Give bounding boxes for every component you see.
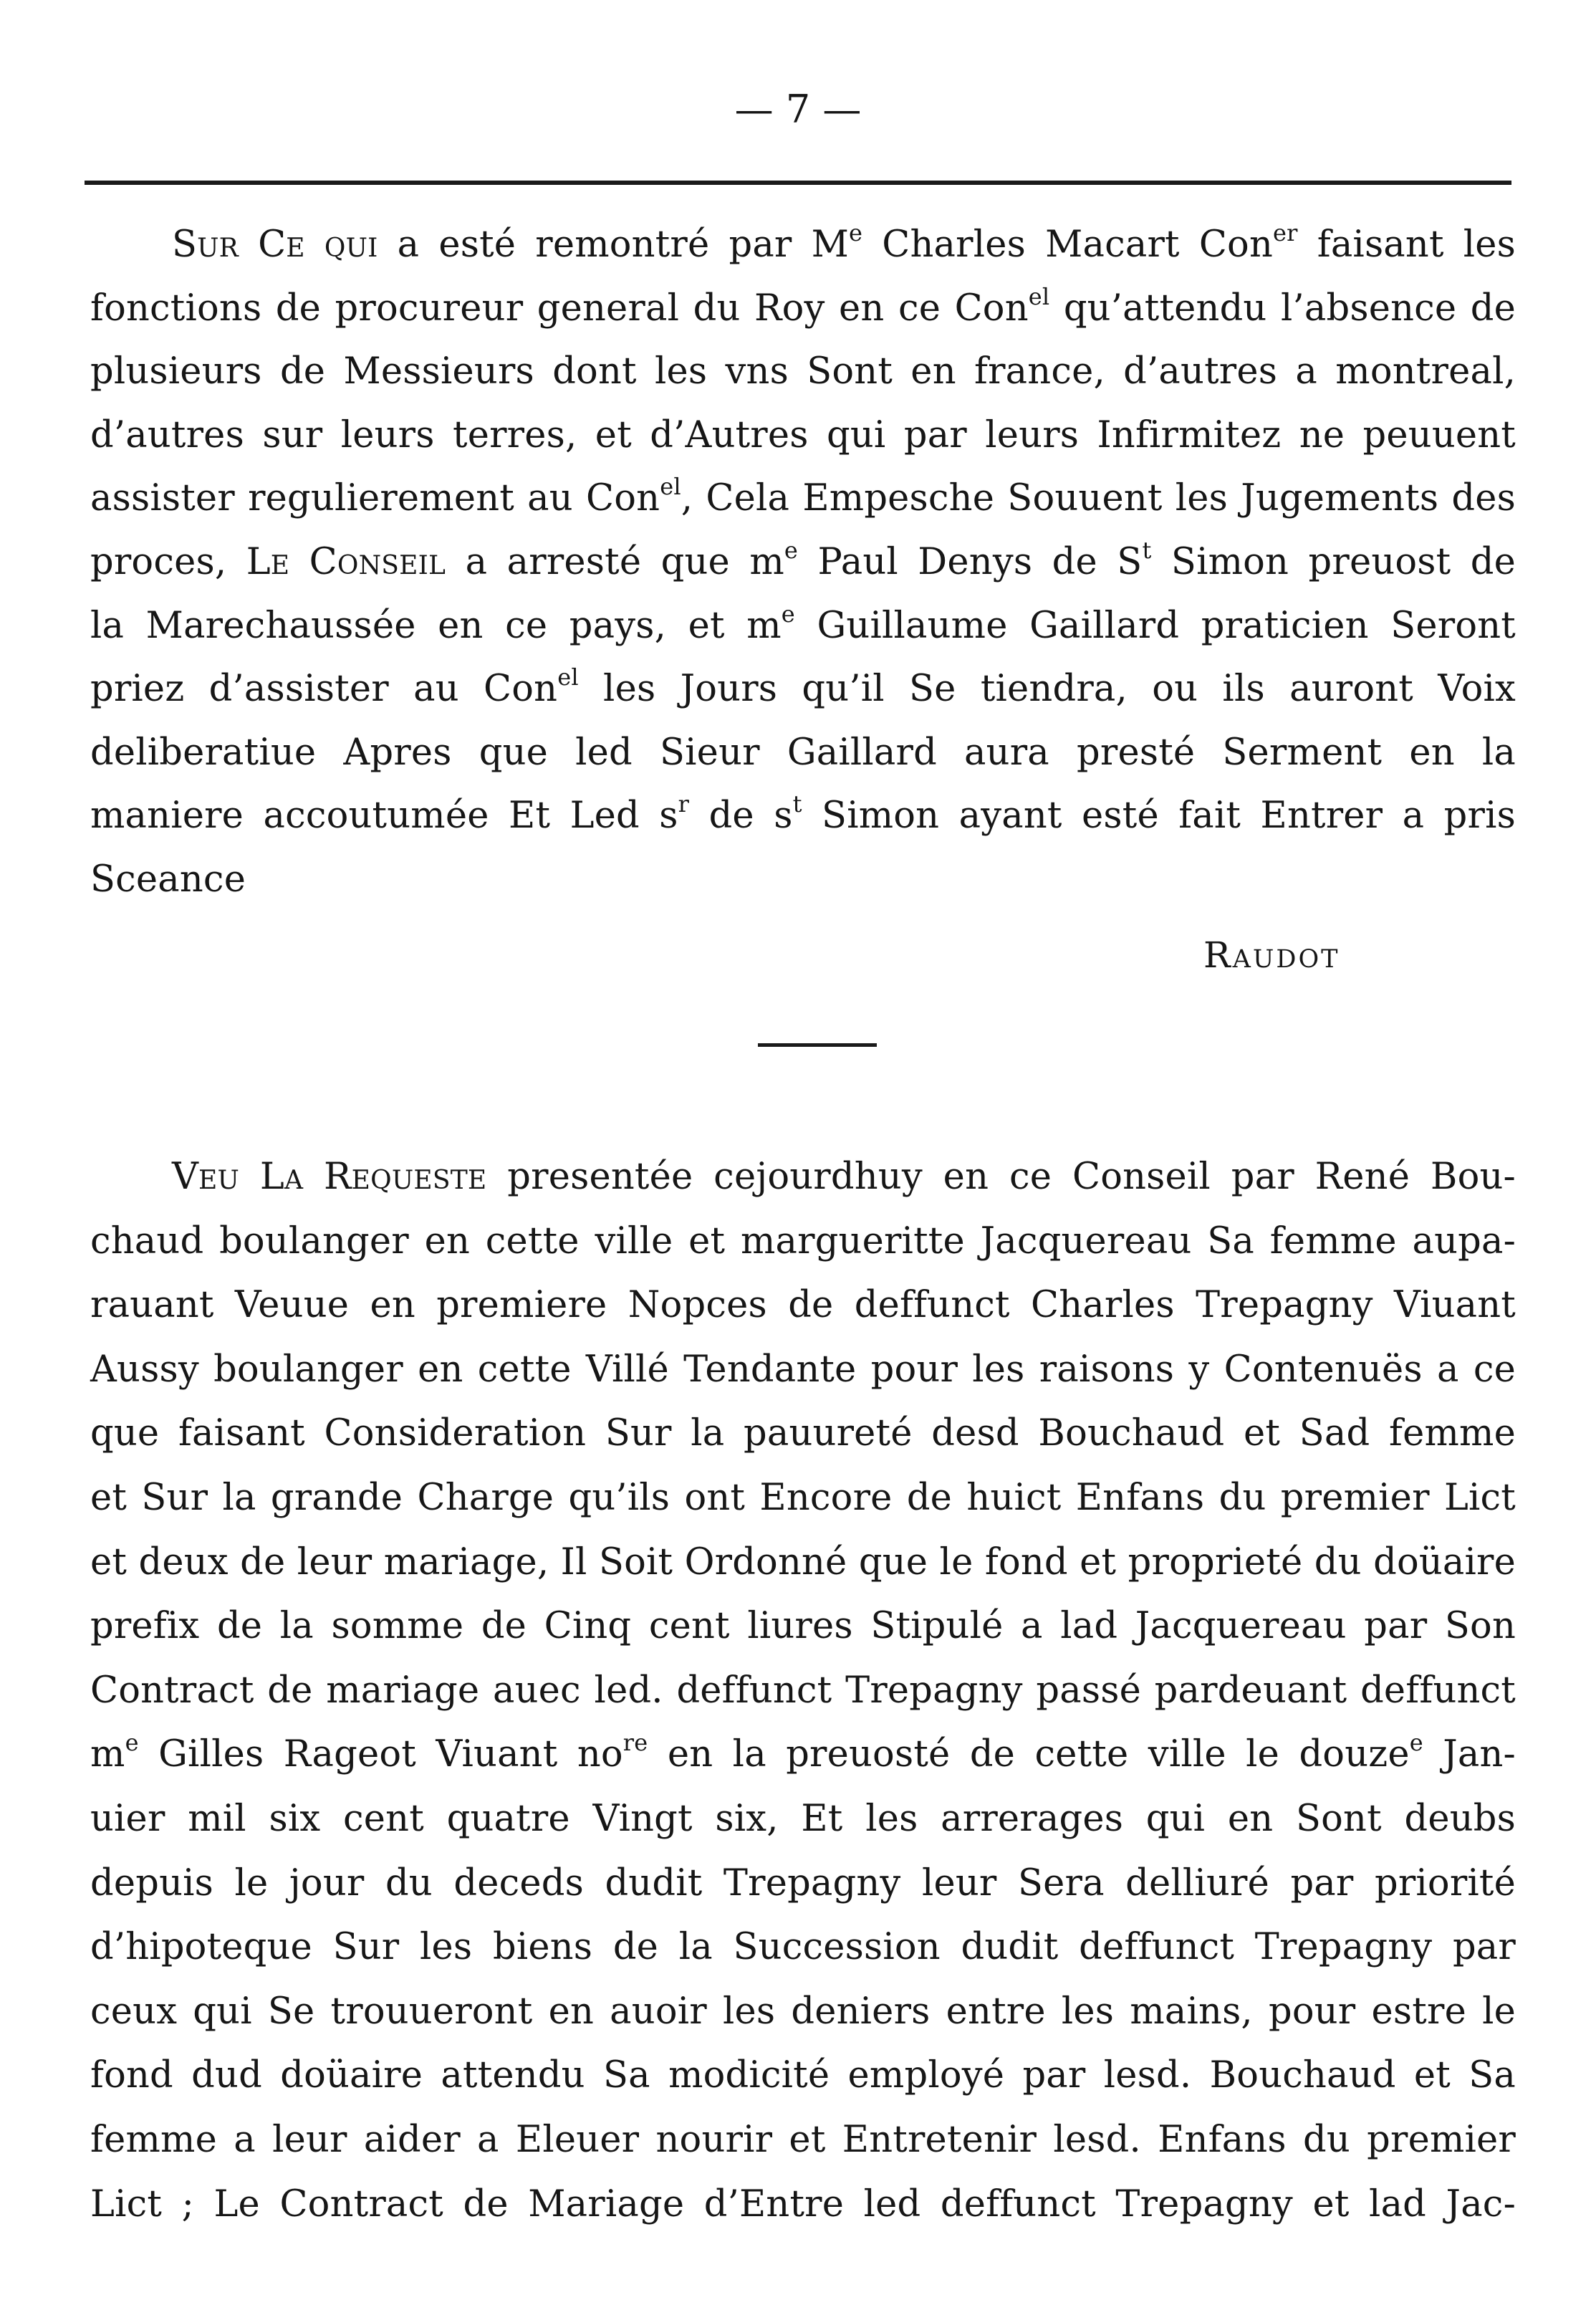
entry-1-line-1 [90, 214, 1516, 277]
entry-1-line-10-text-c: Simon ayant esté fait Entrer a pris [802, 795, 1516, 838]
entry-1-line-6-text-b: a arresté que m [446, 540, 784, 583]
superscript: t [1142, 536, 1152, 564]
entry-1-line-8-text: priez d’assister au Con [90, 668, 558, 711]
superscript: r [678, 790, 690, 818]
entry-1-line-9: deliberatiue Apres que led Sieur Gaillard aura presté Serment en la [90, 731, 1516, 774]
entry-2-line-17: Lict ; Le Contract de Mariage d’Entre led deffunct Trepagny et lad Jac- [90, 2182, 1516, 2225]
entry-1-line-7-text-b: Guillaume Gaillard praticien Seront [794, 604, 1516, 647]
entry-1-line-6 [90, 531, 1516, 595]
entry-1-line-10-text: maniere accoutumée Et Led s [90, 795, 678, 838]
entry-2-line-13: d’hipoteque Sur les biens de la Succession dudit deffunct Trepagny par [90, 1926, 1516, 1969]
entry-2-line-9: Contract de mariage auec led. deffunct Trepagny passé pardeuant deffunct [90, 1669, 1516, 1712]
page-number: — 7 — [734, 87, 862, 132]
entry-1-line-2 [90, 277, 1516, 341]
entry-2-paragraph [90, 1145, 1516, 2236]
entry-2-line-3: rauant Veuue en premiere Nopces de deffunct Charles Trepagny Viuant [90, 1284, 1516, 1327]
entry-1-line-1-text: a esté remontré par M [378, 224, 850, 266]
entry-1-line-6-text: proces, [90, 540, 246, 583]
header-rule [85, 181, 1511, 185]
entry-2-line-10-text-d: Jan- [1423, 1733, 1516, 1776]
entry-2-line-10-text-c: en la preuosté de cette ville le douze [648, 1733, 1410, 1776]
superscript: e [125, 1729, 139, 1757]
superscript: e [781, 600, 795, 628]
entry-2-line-10-text-b: Gilles Rageot Viuant no [138, 1733, 623, 1776]
superscript: el [1028, 282, 1050, 310]
superscript: re [622, 1729, 648, 1757]
entry-1-line-5 [90, 467, 1516, 531]
entry-1-line-4: d’autres sur leurs terres, et d’Autres qui par leurs Infirmitez ne peuuent [90, 413, 1516, 456]
entry-2-line-15: fond dud doüaire attendu Sa modicité employé par lesd. Bouchaud et Sa [90, 2054, 1516, 2097]
entry-2-lead: Veu La Requeste [172, 1156, 487, 1198]
entry-1-line-5-text: assister regulierement au Con [90, 477, 660, 520]
entry-2-line-4: Aussy boulanger en cette Villé Tendante pour les raisons y Contenuës a ce [90, 1348, 1516, 1391]
entry-1-paragraph [90, 214, 1516, 912]
entry-2-line-10-text: m [90, 1733, 125, 1776]
entry-2-line-16: femme a leur aider a Eleuer nourir et Entretenir lesd. Enfans du premier [90, 2118, 1516, 2161]
section-separator [758, 1043, 877, 1047]
le-conseil-smallcaps: Le Conseil [246, 540, 446, 583]
entry-2-line-6: et Sur la grande Charge qu’ils ont Encore de huict Enfans du premier Lict [90, 1476, 1516, 1519]
entry-1-line-2-text: fonctions de procureur general du Roy en ce Con [90, 287, 1029, 330]
entry-2-line-11: uier mil six cent quatre Vingt six, Et les arrerages qui en Sont deubs [90, 1797, 1516, 1840]
entry-1-line-5-text-b: , Cela Empesche Souuent les Jugements des [681, 477, 1516, 520]
superscript: er [1273, 219, 1298, 246]
entry-2-line-1 [90, 1145, 1516, 1209]
entry-2-line-2: chaud boulanger en cette ville et margueritte Jacquereau Sa femme aupa- [90, 1220, 1516, 1262]
entry-1-line-7 [90, 595, 1516, 658]
superscript: t [792, 790, 802, 818]
entry-2-line-5: que faisant Consideration Sur la pauureté desd Bouchaud et Sad femme [90, 1412, 1516, 1455]
entry-2-line-12: depuis le jour du deceds dudit Trepagny leur Sera delliuré par priorité [90, 1861, 1516, 1904]
entry-2-line-7: et deux de leur mariage, Il Soit Ordonné que le fond et proprieté du doüaire [90, 1540, 1516, 1583]
superscript: e [784, 536, 799, 564]
signature-raudot: Raudot [1203, 934, 1340, 976]
entry-2-line-1-text: presentée cejourdhuy en ce Conseil par René Bou- [486, 1156, 1516, 1198]
entry-1-line-3: plusieurs de Messieurs dont les vns Sont en france, d’autres a montreal, [90, 350, 1516, 393]
entry-1-line-11: Sceance [90, 858, 246, 901]
entry-1-line-6-text-d: Simon preuost de [1151, 540, 1516, 583]
entry-2-line-10 [90, 1722, 1516, 1787]
entry-1-line-8-text-b: les Jours qu’il Se tiendra, ou ils auront Voix [578, 668, 1516, 711]
entry-2-line-14: ceux qui Se trouueront en auoir les deniers entre les mains, pour estre le [90, 1990, 1516, 2033]
entry-1-line-6-text-c: Paul Denys de S [798, 540, 1143, 583]
entry-1-line-10 [90, 785, 1516, 848]
entry-1-line-8 [90, 658, 1516, 722]
entry-1-line-7-text: la Marechaussée en ce pays, et m [90, 604, 782, 647]
entry-2-line-8: prefix de la somme de Cinq cent liures Stipulé a lad Jacquereau par Son [90, 1605, 1516, 1648]
entry-1-line-2-text-b: qu’attendu l’absence de [1049, 287, 1516, 330]
superscript: el [557, 663, 579, 691]
entry-1-lead: Sur Ce qui [172, 224, 378, 266]
entry-1-line-10-text-b: de s [689, 795, 793, 838]
entry-1-line-1-text-c: faisant les [1297, 224, 1516, 266]
superscript: e [849, 219, 863, 246]
superscript: el [660, 473, 681, 501]
superscript: e [1409, 1729, 1423, 1757]
entry-1-line-1-text-b: Charles Macart Con [862, 224, 1274, 266]
